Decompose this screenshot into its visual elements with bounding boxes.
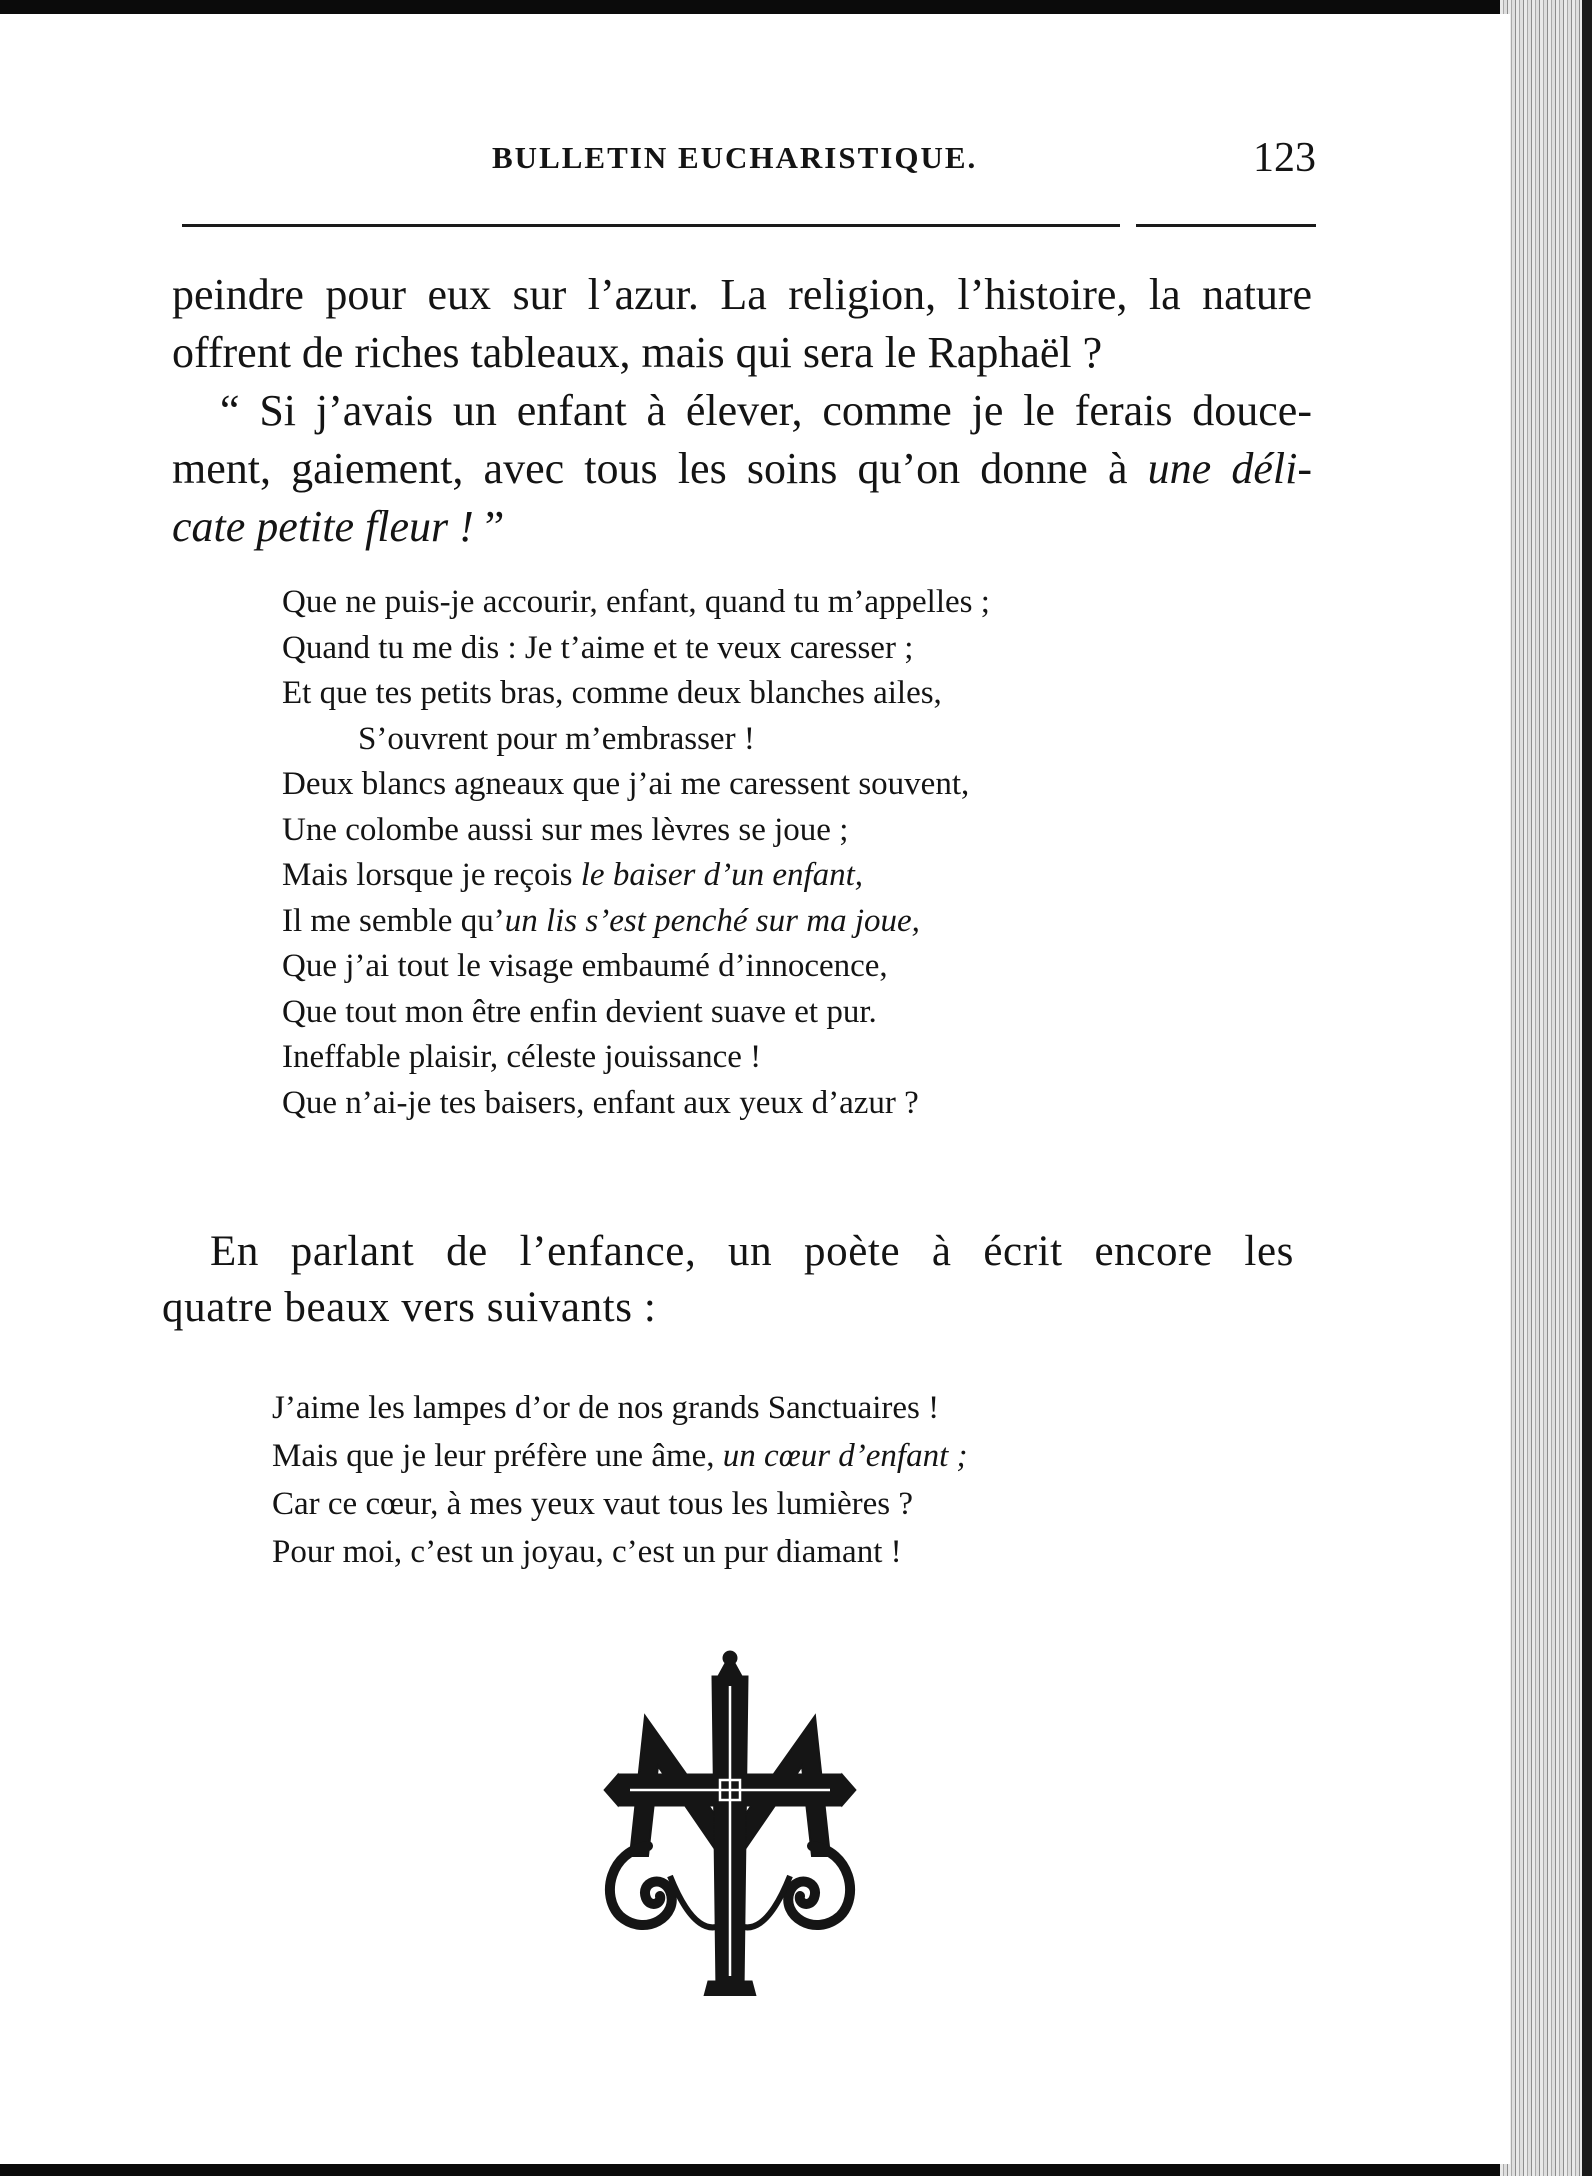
page-number: 123 (1253, 135, 1316, 181)
verse-line: Car ce cœur, à mes yeux vaut tous les lumières ? (272, 1486, 914, 1522)
verse-line: Une colombe aussi sur mes lèvres se joue ; (282, 811, 849, 848)
verse-line: Que j’ai tout le visage embaumé d’innocence, (282, 948, 888, 984)
verse-line (282, 853, 1182, 899)
prose-text: ” (473, 502, 505, 551)
verse-line (272, 1432, 1172, 1480)
cross-monogram-icon (590, 1646, 870, 1996)
verse-line: Deux blancs agneaux que j’ai me caressent souvent, (282, 766, 970, 802)
verse-line: S’ouvrent pour m’embrasser ! (358, 720, 755, 757)
verse-italic: un lis s’est penché sur ma joue, (504, 902, 920, 939)
book-page-edges (1500, 0, 1582, 2176)
verse-line: Pour moi, c’est un joyau, c’est un pur diamant ! (272, 1534, 902, 1570)
verse-line: Quand tu me dis : Je t’aime et te veux caresser ; (282, 629, 914, 666)
verse-line: Et que tes petits bras, comme deux blanches ailes, (282, 675, 942, 711)
verse-text: Mais que je leur préfère une âme, (272, 1438, 723, 1474)
book-page (0, 14, 1510, 2164)
prose-line (172, 440, 1312, 498)
prose-block-1 (172, 266, 1312, 556)
prose-line: peindre pour eux sur l’azur. La religion, l’histoire, la nature (172, 270, 1312, 319)
poem-2 (272, 1384, 1172, 1576)
verse-line: Que n’ai-je tes baisers, enfant aux yeux d’azur ? (282, 1084, 919, 1121)
prose-block-2 (162, 1224, 1294, 1336)
page-header (180, 135, 1316, 190)
header-rule-long (182, 224, 1120, 227)
prose-line: quatre beaux vers suivants : (162, 1284, 657, 1331)
prose-line: En parlant de l’enfance, un poète à écrit encore les (210, 1228, 1294, 1275)
prose-line (172, 498, 1312, 556)
poem-1 (282, 580, 1182, 1126)
prose-italic: cate petite fleur ! (172, 502, 474, 551)
verse-line: J’aime les lampes d’or de nos grands Sanctuaires ! (272, 1390, 940, 1426)
verse-italic: un cœur d’enfant ; (722, 1438, 968, 1474)
header-rule-short (1136, 224, 1316, 227)
verse-text: Il me semble qu’ (282, 902, 505, 939)
verse-line: Que tout mon être enfin devient suave et pur. (282, 993, 877, 1030)
prose-italic: une déli- (1147, 444, 1312, 493)
book-edge-shadow (1582, 0, 1592, 2176)
prose-text: ment, gaiement, avec tous les soins qu’on donne à (172, 444, 1148, 493)
running-title: BULLETIN EUCHARISTIQUE. (492, 140, 978, 175)
verse-line: Ineffable plaisir, céleste jouissance ! (282, 1039, 762, 1075)
prose-line: “ Si j’avais un enfant à élever, comme je le ferais douce- (220, 386, 1312, 435)
verse-line (282, 899, 1182, 945)
prose-line: offrent de riches tableaux, mais qui sera le Raphaël ? (172, 328, 1103, 377)
verse-italic: le baiser d’un enfant, (580, 857, 864, 893)
verse-text: Mais lorsque je reçois (282, 857, 581, 893)
verse-line: Que ne puis-je accourir, enfant, quand tu m’appelles ; (282, 584, 990, 620)
